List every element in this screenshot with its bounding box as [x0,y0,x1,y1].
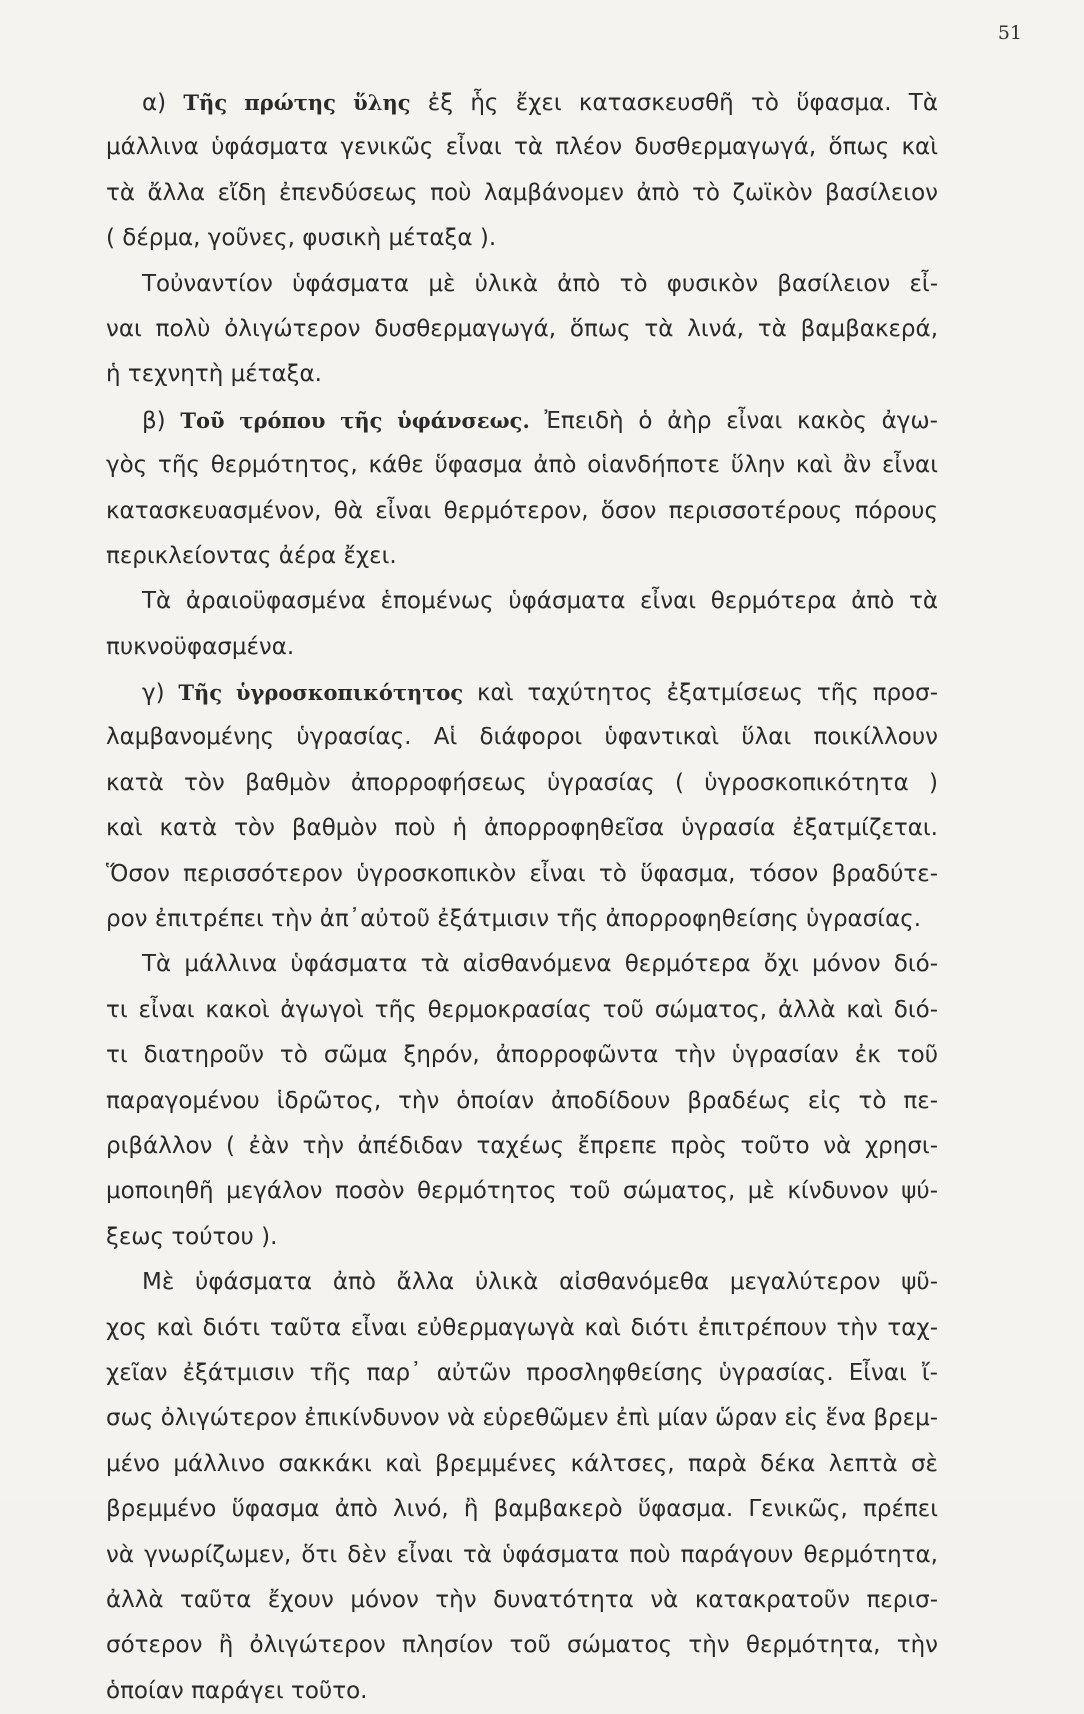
page-number: 51 [997,22,1022,44]
text-run: λαμβανομένης ὑγρασίας. Αἱ διάφοροι ὑφαντικαὶ ὕλαι ποικίλλουν [106,724,938,751]
text-line [106,1578,938,1623]
text-run: Τὰ μάλλινα ὑφάσματα τὰ αἰσθανόμενα θερμότερα ὄχι μόνον διό- [142,951,938,978]
text-line [106,806,938,851]
text-run: καὶ ταχύτητος ἐξατμίσεως τῆς προσ- [463,680,938,707]
text-line [106,1079,938,1124]
text-run: παραγομένου ἱδρῶτος, τὴν ὁποίαν ἀποδίδουν βραδέως εἰς τὸ πε- [106,1087,938,1114]
text-line [106,398,938,443]
text-run: νὰ γνωρίζωμεν, ὅτι δὲν εἶναι τὰ ὑφάσματα ποὺ παράγουν θερμότητα, [106,1541,938,1568]
text-run: ρον ἐπιτρέπει τὴν ἀπ᾽αὐτοῦ ἐξάτμισιν τῆς ἀπορροφηθείσης ὑγρασίας. [106,906,922,933]
text-line [106,1396,938,1441]
text-run: ἀλλὰ ταῦτα ἔχουν μόνον τὴν δυνατότητα νὰ κατακρατοῦν περισ- [106,1586,938,1613]
text-line [106,1169,938,1214]
text-line [106,625,938,670]
text-line [106,715,938,760]
text-run: περικλείοντας ἀέρα ἔχει. [106,542,397,569]
text-line [106,579,938,624]
text-line [106,988,938,1033]
text-run: ἐξ ἧς ἔχει κατασκευσθῆ τὸ ὕφασμα. Τὰ [410,90,938,116]
text-run: ριβάλλον ( ἐὰν τὴν ἀπέδιδαν ταχέως ἔπρεπε πρὸς τοῦτο νὰ χρησι- [106,1132,938,1159]
text-line [106,1351,938,1396]
text-line [106,262,938,307]
text-run: ἡ τεχνητὴ μέταξα. [106,361,322,388]
text-run: χεῖαν ἐξάτμισιν τῆς παρ᾽ αὐτῶν προσληφθείσης ὑγρασίας. Εἶναι ἴ- [106,1359,938,1386]
text-run: βρεμμένο ὕφασμα ἀπὸ λινό, ἢ βαμβακερὸ ὕφασμα. Γενικῶς, πρέπει [106,1496,938,1523]
text-line [106,942,938,987]
text-run: τι διατηροῦν τὸ σῶμα ξηρόν, ἀπορροφῶντα τὴν ὑγρασίαν ἐκ τοῦ [106,1042,938,1069]
text-line [106,670,938,715]
text-run: ὁποίαν παράγει τοῦτο. [106,1677,368,1704]
text-run: πυκνοϋφασμένα. [106,633,295,660]
text-line [106,1260,938,1305]
text-line [106,761,938,806]
text-line [106,897,938,942]
text-line [106,307,938,352]
text-run: α) [142,90,184,116]
bold-heading: Τοῦ τρόπου τῆς ὑφάνσεως. [180,407,530,433]
bold-heading: Τῆς πρώτης ὕλης [183,90,411,115]
text-run: Μὲ ὑφάσματα ἀπὸ ἄλλα ὑλικὰ αἰσθανόμεθα μεγαλύτερον ψῦ- [142,1269,938,1296]
text-line [106,352,938,397]
text-line [106,534,938,579]
text-run: γὸς τῆς θερμότητος, κάθε ὕφασμα ἀπὸ οἱανδήποτε ὕλην καὶ ἂν εἶναι [106,452,938,479]
text-line [106,1533,938,1578]
text-run: σως ὀλιγώτερον ἐπικίνδυνον νὰ εὑρεθῶμεν ἐπὶ μίαν ὥραν εἰς ἕνα βρεμ- [106,1405,938,1432]
text-run: καὶ κατὰ τὸν βαθμὸν ποὺ ἡ ἀπορροφηθεῖσα ὑγρασία ἐξατμίζεται. [106,815,938,842]
text-run: μάλλινα ὑφάσματα γενικῶς εἶναι τὰ πλέον δυσθερμαγωγά, ὅπως καὶ [106,134,938,161]
text-run: σότερον ἢ ὀλιγώτερον πλησίον τοῦ σώματος τὴν θερμότητα, τὴν [106,1632,938,1659]
text-run: Τοὐναντίον ὑφάσματα μὲ ὑλικὰ ἀπὸ τὸ φυσικὸν βασίλειον εἶ- [142,270,938,297]
text-line [106,1033,938,1078]
text-run: Ὅσον περισσότερον ὑγροσκοπικὸν εἶναι τὸ ὕφασμα, τόσον βραδύτε- [106,860,938,887]
text-run: γ) [142,680,179,707]
text-run: ξεως τούτου ). [106,1223,278,1250]
text-line [106,1442,938,1487]
text-run: ναι πολὺ ὀλιγώτερον δυσθερμαγωγά, ὅπως τὰ λινά, τὰ βαμβακερά, [106,315,938,342]
text-run: Ἐπειδὴ ὁ ἀὴρ εἶναι κακὸς ἀγω- [529,407,938,434]
text-line [106,1215,938,1260]
bold-heading: Τῆς ὑγροσκοπικότητος [178,680,464,706]
text-run: κατὰ τὸν βαθμὸν ἀπορροφήσεως ὑγρασίας ( ὑγροσκοπικότητα ) [106,769,938,796]
text-line [106,125,938,170]
text-line [106,171,938,216]
text-line [106,1623,938,1668]
text-run: ( δέρμα, γοῦνες, φυσικὴ μέταξα ). [106,225,497,252]
text-line [106,1669,938,1714]
text-run: τι εἶναι κακοὶ ἀγωγοὶ τῆς θερμοκρασίας τοῦ σώματος, ἀλλὰ καὶ διό- [106,996,938,1023]
text-line [106,443,938,488]
text-line [106,852,938,897]
text-run: μοποιηθῆ μεγάλον ποσὸν θερμότητος τοῦ σώματος, μὲ κίνδυνον ψύ- [106,1178,938,1205]
text-run: Τὰ ἀραιοϋφασμένα ἑπομένως ὑφάσματα εἶναι θερμότερα ἀπὸ τὰ [142,588,938,615]
text-line [106,489,938,534]
text-run: τὰ ἄλλα εἴδη ἐπενδύσεως ποὺ λαμβάνομεν ἀπὸ τὸ ζωϊκὸν βασίλειον [106,179,938,206]
text-line [106,80,938,125]
text-line [106,216,938,261]
text-run: κατασκευασμένον, θὰ εἶναι θερμότερον, ὅσον περισσοτέρους πόρους [106,497,938,524]
text-line [106,1487,938,1532]
text-line [106,1124,938,1169]
text-run: χος καὶ διότι ταῦτα εἶναι εὐθερμαγωγὰ καὶ διότι ἐπιτρέπουν τὴν ταχ- [106,1314,938,1341]
body-text [106,80,938,1714]
text-line [106,1306,938,1351]
text-run: β) [142,407,181,434]
text-run: μένο μάλλινο σακκάκι καὶ βρεμμένες κάλτσες, παρὰ δέκα λεπτὰ σὲ [106,1450,938,1477]
